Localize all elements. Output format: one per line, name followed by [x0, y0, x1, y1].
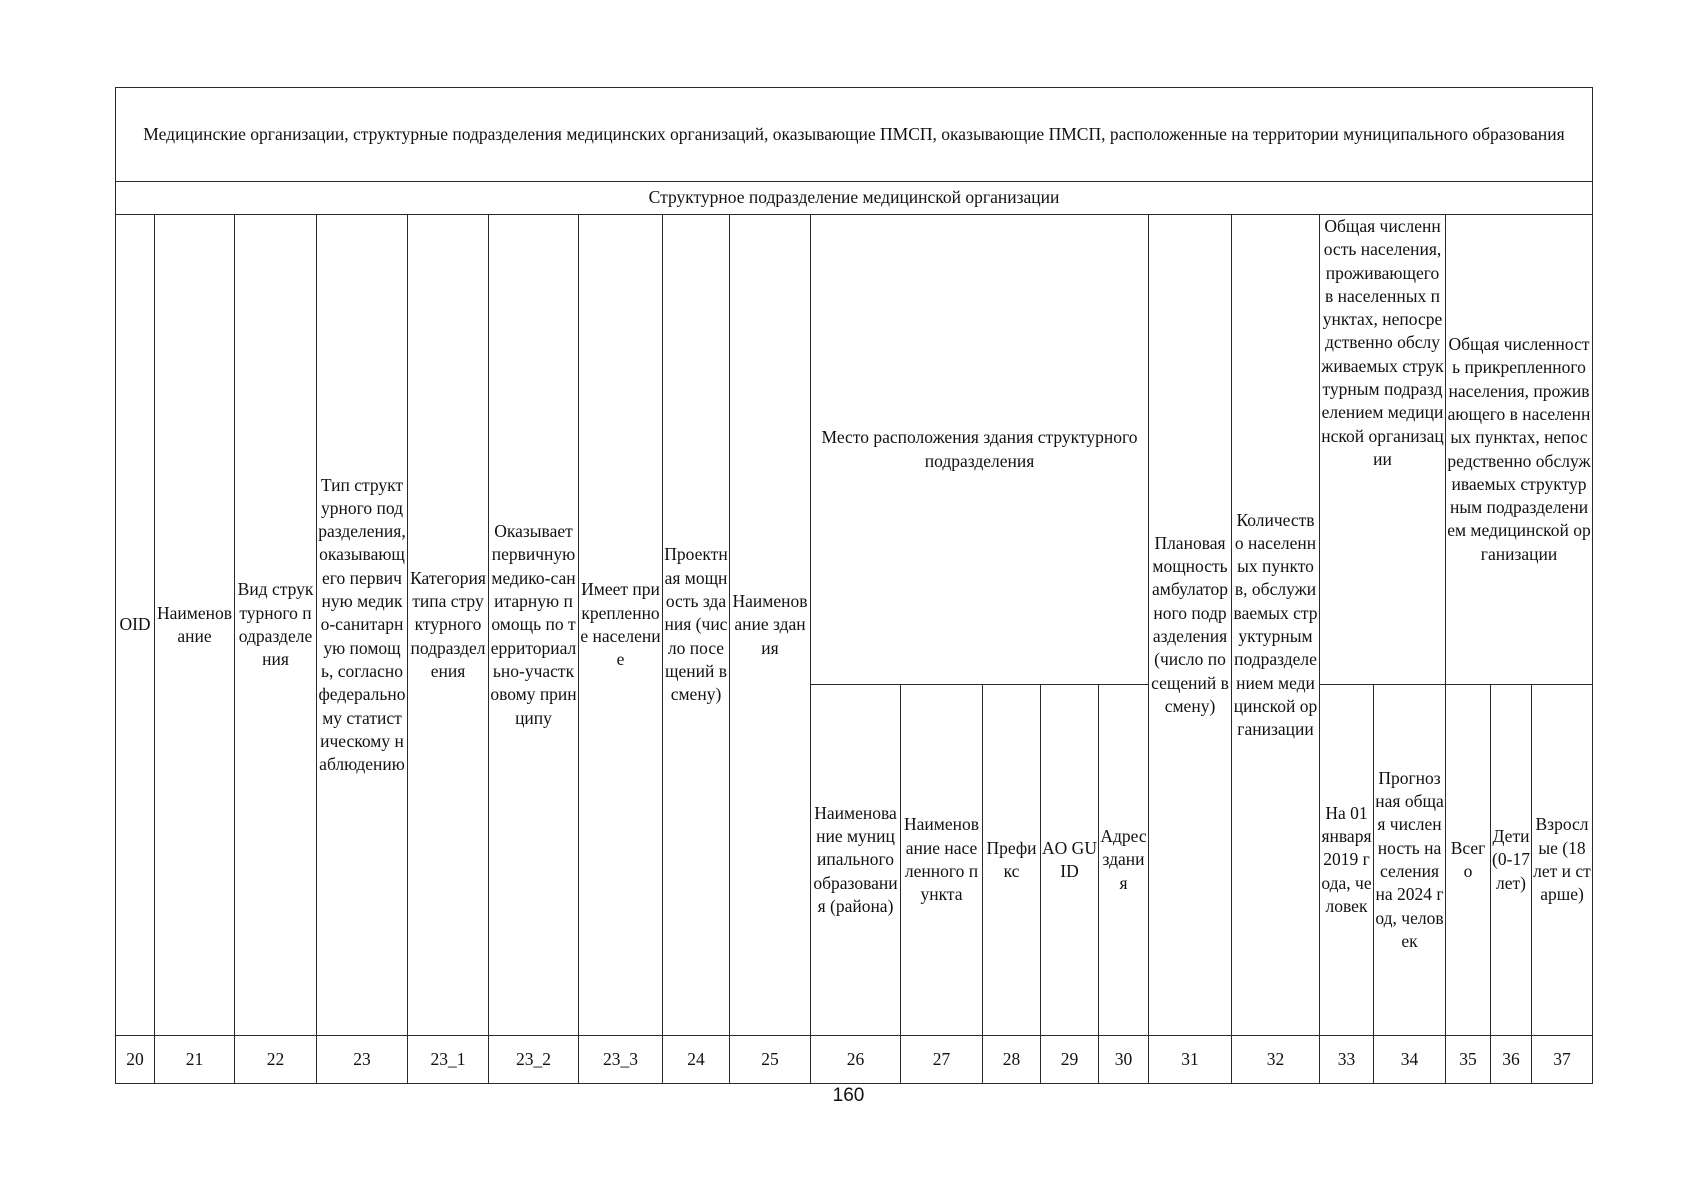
- header-aoguid: AO GUID: [1041, 685, 1099, 1036]
- header-category: Категория типа структурного подразделения: [408, 215, 489, 1036]
- column-number: 23: [317, 1036, 408, 1084]
- column-number: 22: [235, 1036, 317, 1084]
- header-type: Тип структурного подразделения, оказывающего первичную медико-санитарную помощь, согласно федеральному статистическому наблюдению: [317, 215, 408, 1036]
- header-address: Адрес здания: [1099, 685, 1149, 1036]
- column-number: 32: [1232, 1036, 1320, 1084]
- header-planned: Плановая мощность амбулаторного подразделения (число посещений в смену): [1149, 215, 1232, 1036]
- header-population-2019: На 01 января 2019 года, человек: [1320, 685, 1374, 1036]
- column-number: 27: [901, 1036, 983, 1084]
- column-number: 35: [1446, 1036, 1491, 1084]
- column-number: 36: [1491, 1036, 1532, 1084]
- column-number: 21: [155, 1036, 235, 1084]
- column-number: 28: [983, 1036, 1041, 1084]
- header-capacity: Проектная мощность здания (число посещений в смену): [663, 215, 730, 1036]
- header-population-group: Общая численность населения, проживающего в населенных пунктах, непосредственно обслуживаемых структурным подразделением медицинской организации: [1320, 215, 1446, 685]
- column-number: 33: [1320, 1036, 1374, 1084]
- header-location-group: Место расположения здания структурного подразделения: [811, 215, 1149, 685]
- column-number: 31: [1149, 1036, 1232, 1084]
- registry-sheet: [115, 87, 1593, 1084]
- page-number: 160: [832, 1085, 865, 1106]
- header-children: Дети (0-17 лет): [1491, 685, 1532, 1036]
- column-number: 23_3: [579, 1036, 663, 1084]
- column-number: 30: [1099, 1036, 1149, 1084]
- header-name: Наименование: [155, 215, 235, 1036]
- header-oid: OID: [116, 215, 155, 1036]
- header-building: Наименование здания: [730, 215, 811, 1036]
- header-total: Всего: [1446, 685, 1491, 1036]
- column-number: 23_1: [408, 1036, 489, 1084]
- registry-table: [115, 87, 1593, 1084]
- column-number: 29: [1041, 1036, 1099, 1084]
- column-number: 23_2: [489, 1036, 579, 1084]
- column-number: 20: [116, 1036, 155, 1084]
- column-number: 34: [1374, 1036, 1446, 1084]
- header-population-2024: Прогнозная общая численность населения на 2024 год, человек: [1374, 685, 1446, 1036]
- header-territorial: Оказывает первичную медико-санитарную помощь по территориально-участковому принципу: [489, 215, 579, 1036]
- header-settlements-count: Количество населенных пунктов, обслуживаемых структурным подразделением медицинской организации: [1232, 215, 1320, 1036]
- header-adults: Взрослые (18 лет и старше): [1532, 685, 1593, 1036]
- column-number: 26: [811, 1036, 901, 1084]
- table-subtitle: Структурное подразделение медицинской организации: [116, 182, 1593, 215]
- header-municipality: Наименование муниципального образования (района): [811, 685, 901, 1036]
- header-attached-population-group: Общая численность прикрепленного населения, проживающего в населенных пунктах, непосредственно обслуживаемых структурным подразделением медицинской организации: [1446, 215, 1593, 685]
- header-settlement: Наименование населенного пункта: [901, 685, 983, 1036]
- header-prefix: Префикс: [983, 685, 1041, 1036]
- header-attached: Имеет прикрепленное население: [579, 215, 663, 1036]
- column-number: 25: [730, 1036, 811, 1084]
- column-number: 24: [663, 1036, 730, 1084]
- column-number: 37: [1532, 1036, 1593, 1084]
- table-title: Медицинские организации, структурные подразделения медицинских организаций, оказывающие ПМСП, оказывающие ПМСП, расположенные на территории муниципального образования: [116, 88, 1593, 182]
- header-kind: Вид структурного подразделения: [235, 215, 317, 1036]
